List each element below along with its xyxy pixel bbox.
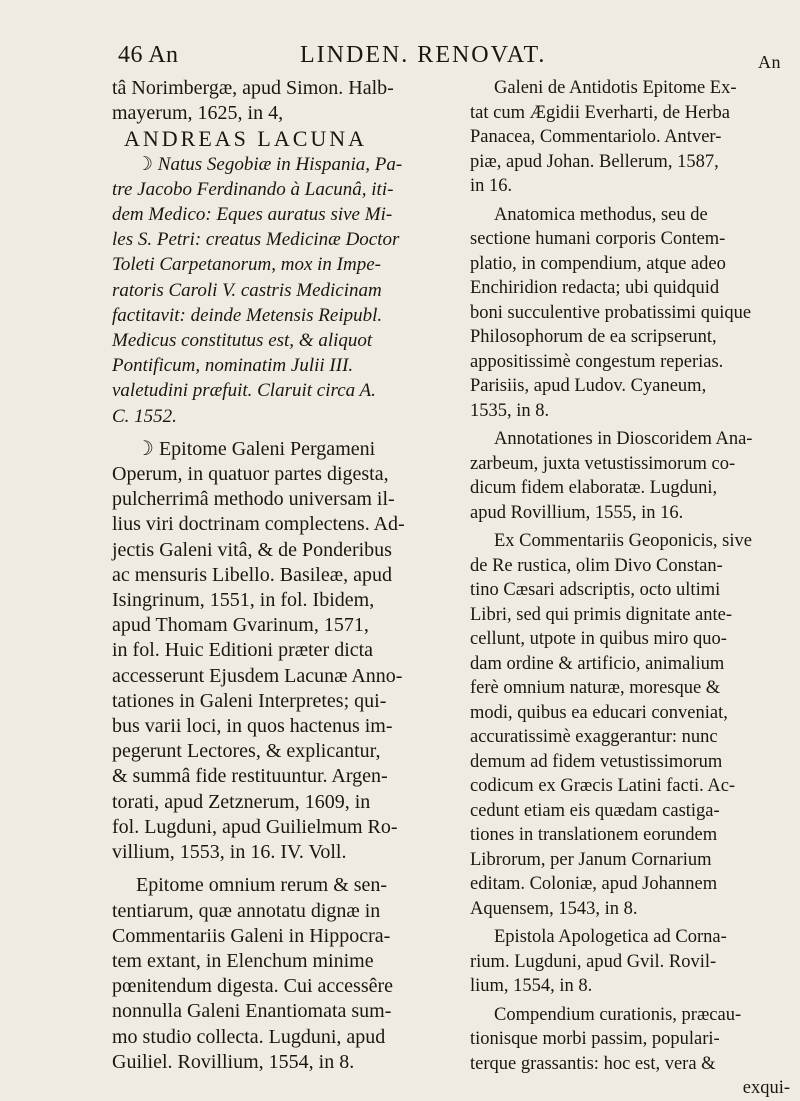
entry-line: tionisque morbi passim, populari-	[470, 1029, 720, 1049]
bio-line: tre Jacobo Ferdinando à Lacunâ, iti-	[112, 178, 394, 200]
entry-line: 1535, in 8.	[470, 400, 550, 421]
bio-line: les S. Petri: creatus Medicinæ Doctor	[112, 229, 400, 251]
entry-line: ac mensuris Libello. Basileæ, apud	[112, 563, 392, 586]
running-title: LINDEN. RENOVAT.	[300, 42, 547, 68]
entry-line: accuratissimè exaggerantur: nunc	[470, 727, 718, 747]
entry-line: apud Rovillium, 1555, in 16.	[470, 502, 684, 523]
entry-line: tino Cæsari adscriptis, octo ultimi	[470, 580, 721, 600]
entry-line: apud Thomam Gvarinum, 1571,	[112, 614, 369, 637]
entry-line: lius viri doctrinam complectens. Ad-	[112, 513, 405, 536]
entry-line: editam. Coloniæ, apud Johannem	[470, 874, 718, 894]
entry-line: tentiarum, quæ annotatu dignæ in	[112, 899, 381, 922]
entry-line: platio, in compendium, atque adeo	[470, 253, 726, 274]
entry-line: cellunt, utpote in quibus miro quo-	[470, 629, 727, 649]
entry-line: ferè omnium naturæ, moresque &	[470, 678, 721, 698]
bio-line: C. 1552.	[112, 405, 177, 427]
entry-line: pulcherrimâ methodo universam il-	[112, 488, 395, 511]
entry-line: accesserunt Ejusdem Lacunæ Anno-	[112, 664, 403, 687]
entry-line: fol. Lugduni, apud Guilielmum Ro-	[112, 815, 398, 838]
right-column	[470, 76, 790, 1101]
bio-line: dem Medico: Eques auratus sive Mi-	[112, 204, 393, 226]
entry-line: Isingrinum, 1551, in fol. Ibidem,	[112, 589, 375, 612]
entry-line: tiones in translationem eorundem	[470, 825, 718, 845]
entry-line: tationes in Galeni Interpretes; qui-	[112, 689, 387, 712]
entry-line: Panacea, Commentariolo. Antver-	[470, 127, 722, 147]
right-running-word: An	[758, 52, 781, 72]
entry-line: pœnitendum digesta. Cui accessêre	[112, 975, 394, 998]
bio-text: Natus Segobiæ in Hispania, Pa-	[157, 153, 403, 175]
entry-line: Enchiridion redacta; ubi quidquid	[470, 278, 720, 298]
entry-line: bus varii loci, in quos hactenus im-	[112, 715, 393, 738]
entry-line: rium. Lugduni, apud Gvil. Rovil-	[470, 951, 717, 972]
bio-line: valetudini præfuit. Claruit circa A.	[112, 380, 376, 402]
page-header	[0, 38, 800, 72]
bio-line: ratoris Caroli V. castris Medicinam	[112, 279, 382, 301]
entry-line: Parisiis, apud Ludov. Cyaneum,	[470, 376, 707, 396]
left-column	[112, 76, 450, 1075]
bio-line: Pontificum, nominatim Julii III.	[112, 355, 354, 377]
entry-line: tat cum Ægidii Everharti, de Herba	[470, 102, 730, 123]
bio-line: Toleti Carpetanorum, mox in Impe-	[112, 254, 381, 276]
bio-line: factitavit: deinde Metensis Reipubl.	[112, 304, 383, 326]
catchword: exqui-	[742, 1078, 790, 1098]
entry-line: de Re rustica, olim Divo Constan-	[470, 555, 723, 576]
text-line: tâ Norimbergæ, apud Simon. Halb-	[112, 77, 394, 99]
entry-line: Epitome omnium rerum & sen-	[136, 874, 388, 897]
entry-line: torati, apud Zetznerum, 1609, in	[112, 790, 371, 813]
entry-line: Guiliel. Rovillium, 1554, in 8.	[112, 1050, 355, 1073]
entry-line: nonnulla Galeni Enantiomata sum-	[112, 1000, 392, 1023]
entry-line: & summâ fide restituuntur. Argen-	[112, 765, 388, 788]
bio-line	[112, 152, 450, 177]
entry-line: piæ, apud Johan. Bellerum, 1587,	[470, 151, 719, 172]
entry-line: Ex Commentariis Geoponicis, sive	[494, 531, 752, 551]
entry-line: Aquensem, 1543, in 8.	[470, 898, 638, 919]
entry-line: demum ad fidem vetustissimorum	[470, 751, 723, 772]
moon-mark: ☽	[136, 153, 154, 175]
entry-line: boni succulentive probatissimi quique	[470, 302, 752, 323]
entry-line: pegerunt Lectores, & explicantur,	[112, 740, 381, 763]
entry-line: Operum, in quatuor partes digesta,	[112, 463, 389, 486]
entry-line: modi, quibus ea educari conveniat,	[470, 702, 728, 723]
entry-line	[112, 437, 450, 462]
bio-line: Medicus constitutus est, & aliquot	[112, 330, 373, 352]
entry-line: appositissimè congestum reperias.	[470, 351, 724, 372]
text-line: mayerum, 1625, in 4,	[112, 102, 284, 125]
entry-line: in 16.	[470, 176, 513, 196]
entry-line: Libri, sed qui primis dignitate ante-	[470, 604, 733, 625]
entry-line: mo studio collecta. Lugduni, apud	[112, 1025, 386, 1048]
entry-line: Philosophorum de ea scripserunt,	[470, 327, 717, 347]
entry-line: jectis Galeni vitâ, & de Ponderibus	[112, 538, 392, 561]
entry-line: tem extant, in Elenchum minime	[112, 949, 374, 972]
left-running-word: An	[148, 42, 179, 68]
entry-line: cedunt etiam eis quædam castiga-	[470, 800, 720, 821]
moon-mark: ☽	[136, 437, 154, 460]
entry-line: in fol. Huic Editioni præter dicta	[112, 639, 374, 662]
entry-line: Compendium curationis, præcau-	[494, 1004, 742, 1025]
entry-line: codicum ex Græcis Latini facti. Ac-	[470, 776, 736, 796]
entry-line: lium, 1554, in 8.	[470, 976, 593, 996]
entry-line: Epistola Apologetica ad Corna-	[494, 927, 727, 947]
entry-line: Librorum, per Janum Cornarium	[470, 849, 712, 870]
entry-line: Commentariis Galeni in Hippocra-	[112, 924, 391, 947]
entry-line: zarbeum, juxta vetustissimorum co-	[470, 453, 736, 474]
entry-line: terque grassantis: hoc est, vera &	[470, 1053, 716, 1074]
entry-line: sectione humani corporis Contem-	[470, 229, 726, 249]
entry-text: Epitome Galeni Pergameni	[158, 437, 376, 460]
author-heading: ANDREAS LACUNA	[124, 126, 368, 152]
entry-line: Annotationes in Dioscoridem Ana-	[494, 429, 753, 449]
page-number: 46	[118, 42, 143, 68]
entry-line: Anatomica methodus, seu de	[494, 204, 708, 225]
entry-line: villium, 1553, in 16. IV. Voll.	[112, 841, 347, 864]
entry-line: Galeni de Antidotis Epitome Ex-	[494, 78, 737, 98]
entry-line: dicum fidem elaboratæ. Lugduni,	[470, 478, 718, 498]
entry-line: dam ordine & artificio, animalium	[470, 653, 725, 674]
